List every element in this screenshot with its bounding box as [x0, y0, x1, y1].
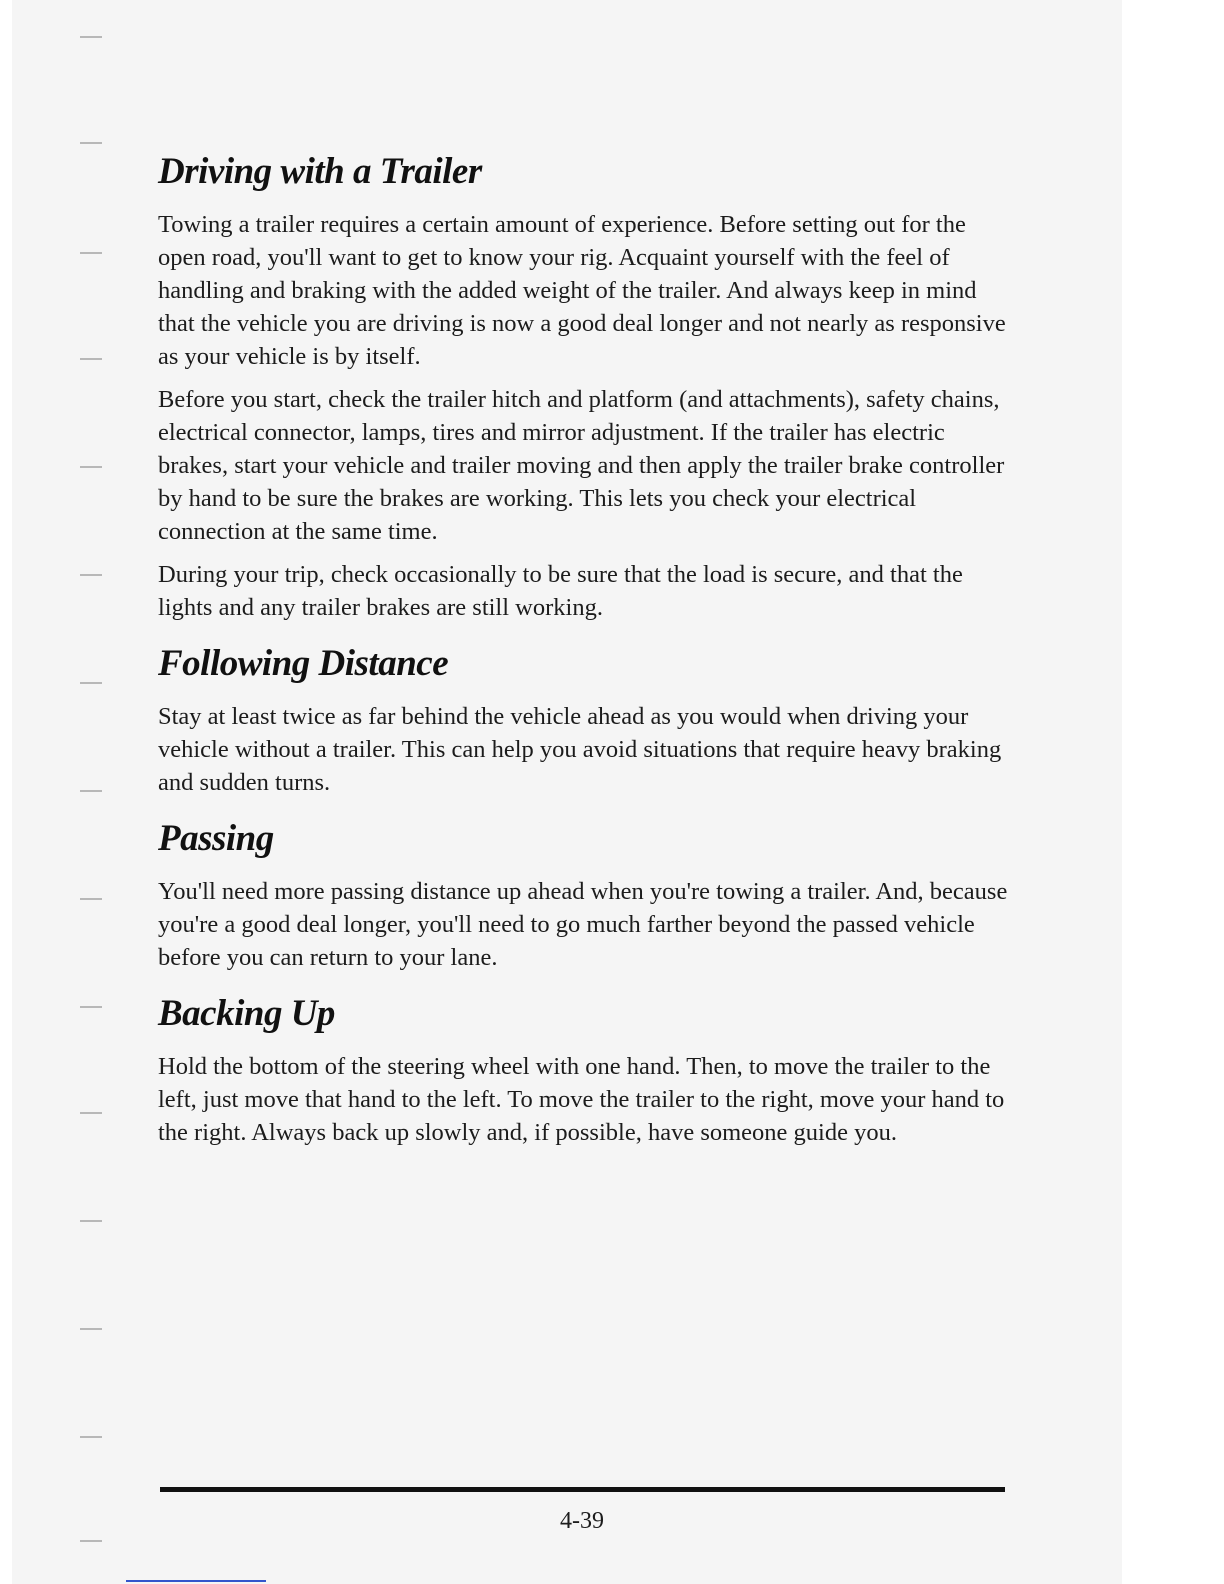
section-passing — [158, 813, 1008, 974]
margin-tick — [80, 1540, 102, 1542]
section-following-distance — [158, 638, 1008, 799]
margin-tick — [80, 898, 102, 900]
margin-tick — [80, 358, 102, 360]
section-heading: Passing — [158, 818, 274, 859]
page-content — [158, 146, 1008, 1163]
margin-tick — [80, 1220, 102, 1222]
body-paragraph: You'll need more passing distance up ahead when you're towing a trailer. And, because you're a good deal longer, you'll need to go much farther beyond the passed vehicle before you can return to your lane. — [158, 878, 1008, 971]
margin-tick — [80, 574, 102, 576]
footer-rule — [160, 1487, 1005, 1492]
section-heading: Following Distance — [158, 643, 449, 684]
bottom-edge-line — [126, 1580, 266, 1582]
body-paragraph: During your trip, check occasionally to be sure that the load is secure, and that the lights and any trailer brakes are still working. — [158, 561, 963, 621]
margin-tick — [80, 1436, 102, 1438]
margin-tick — [80, 1112, 102, 1114]
margin-tick — [80, 1006, 102, 1008]
margin-tick — [80, 252, 102, 254]
margin-tick — [80, 466, 102, 468]
section-heading: Backing Up — [158, 993, 335, 1034]
body-paragraph: Stay at least twice as far behind the vehicle ahead as you would when driving your vehicle without a trailer. This can help you avoid situations that require heavy braking and sudden turns. — [158, 703, 1002, 796]
body-paragraph: Hold the bottom of the steering wheel with one hand. Then, to move the trailer to the left, just move that hand to the left. To move the trailer to the right, move your hand to the right. Always back up slowly and, if possible, have someone guide you. — [158, 1053, 1005, 1146]
body-paragraph: Towing a trailer requires a certain amount of experience. Before setting out for the open road, you'll want to get to know your rig. Acquaint yourself with the feel of handling and braking with the added weight of the trailer. And always keep in mind that the vehicle you are driving is now a good deal longer and not nearly as responsive as your vehicle is by itself. — [158, 211, 1006, 370]
margin-tick — [80, 142, 102, 144]
body-paragraph: Before you start, check the trailer hitch and platform (and attachments), safety chains, electrical connector, lamps, tires and mirror adjustment. If the trailer has electric brakes, start your vehicle and trailer moving and then apply the trailer brake controller by hand to be sure the brakes are working. This lets you check your electrical connection at the same time. — [158, 386, 1005, 545]
section-heading: Driving with a Trailer — [158, 151, 482, 192]
margin-tick — [80, 790, 102, 792]
page-number: 4-39 — [560, 1508, 604, 1534]
margin-tick — [80, 682, 102, 684]
section-driving-with-trailer — [158, 146, 1008, 624]
margin-tick — [80, 36, 102, 38]
margin-tick — [80, 1328, 102, 1330]
section-backing-up — [158, 988, 1008, 1149]
